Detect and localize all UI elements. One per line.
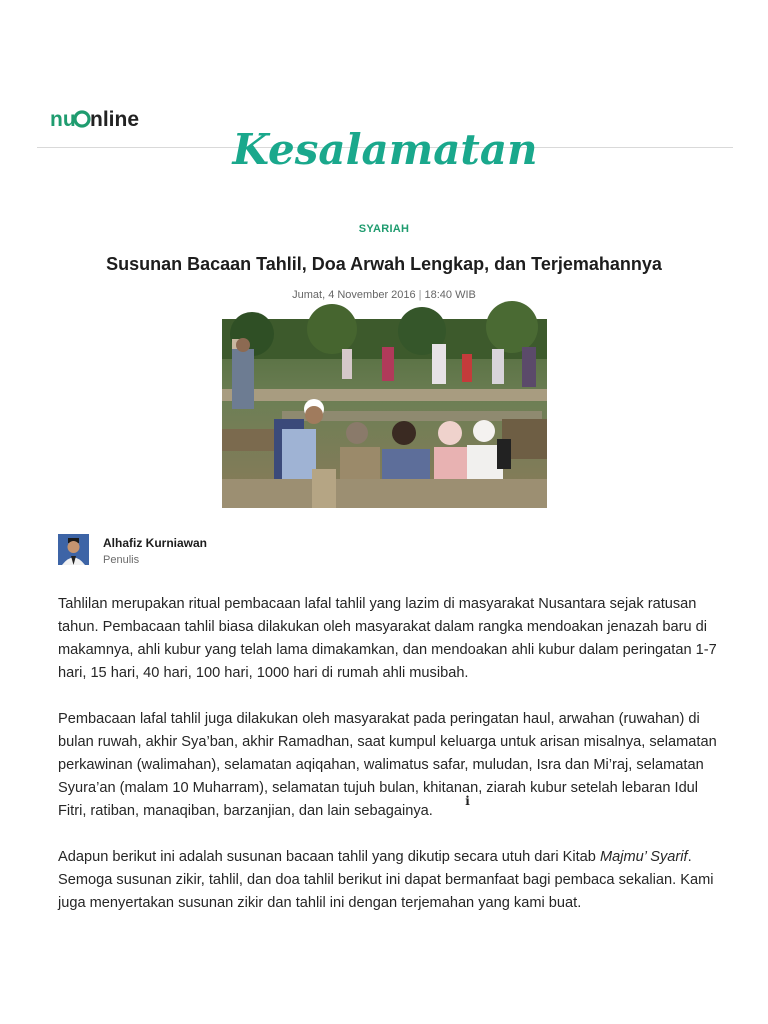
- publish-date: Jumat, 4 November 2016: [292, 289, 416, 301]
- meta-separator: |: [418, 289, 422, 301]
- article-body: [58, 593, 718, 938]
- svg-text:nu: nu: [50, 108, 76, 131]
- paragraph-3: [58, 846, 718, 915]
- article-photo: [222, 319, 547, 808]
- publish-time: 18:40 WIB: [424, 289, 476, 301]
- svg-text:Kesalamatan: Kesalamatan: [232, 125, 538, 174]
- nuonline-logo[interactable]: [50, 104, 148, 134]
- paragraph-2: Pembacaan lafal tahlil juga dilakukan oleh masyarakat pada peringatan haul, arwahan (ruwahan) di bulan ruwah, akhir Sya’ban, akhir Ramadhan, saat kumpul keluarga untuk arisan misalnya, selamatan perkawinan (walimahan), selamatan aqiqahan, walimatus safar, muludan, Isra dan Mi’raj, selamatan Syura’an (malam 10 Muharram), selamatan tujuh bulan, khitanan, ziarah kubur setelah lebaran Idul Fitri, ratiban, manaqiban, barzanjian, dan lain sebagainya.: [58, 711, 717, 819]
- article-meta: [0, 289, 768, 301]
- paragraph-3-text: Adapun berikut ini adalah susunan bacaan tahlil yang dikutip secara utuh dari Kitab: [58, 849, 600, 865]
- paragraph-1: Tahlilan merupakan ritual pembacaan lafal tahlil yang lazim di masyarakat Nusantara sejak ratusan tahun. Pembacaan tahlil biasa dilakukan oleh masyarakat dalam rangka mendoakan jenazah baru di makamnya, ahli kubur yang telah lama dimakamkan, dan mendoakan ahli kubur dalam peringatan 1-7 hari, 15 hari, 40 hari, 100 hari, 1000 hari di rumah ahli musibah.: [58, 596, 717, 681]
- category-label[interactable]: SYARIAH: [358, 223, 410, 235]
- banner-image-fragment: [232, 125, 538, 178]
- site-header: [0, 0, 768, 174]
- image-info-icon[interactable]: i: [458, 792, 477, 811]
- nuonline-logo-mark: [50, 104, 148, 134]
- book-title: Majmu’ Syarif: [599, 849, 688, 865]
- paragraph-3-text-cont: . Semoga susunan zikir, tahlil, dan doa tahlil berikut ini dapat bermanfaat bagi pembaca sekalian. Kami juga menyertakan susunan zikir dan tahlil ini dengan terjemahan yang kami buat.: [58, 849, 714, 911]
- author-name[interactable]: Alhafiz Kurniawan: [103, 536, 208, 550]
- svg-text:nline: nline: [90, 108, 140, 131]
- author-avatar[interactable]: [58, 534, 89, 565]
- article-title: Susunan Bacaan Tahlil, Doa Arwah Lengkap, dan Terjemahannya: [106, 254, 662, 274]
- author-role: Penulis: [103, 554, 140, 566]
